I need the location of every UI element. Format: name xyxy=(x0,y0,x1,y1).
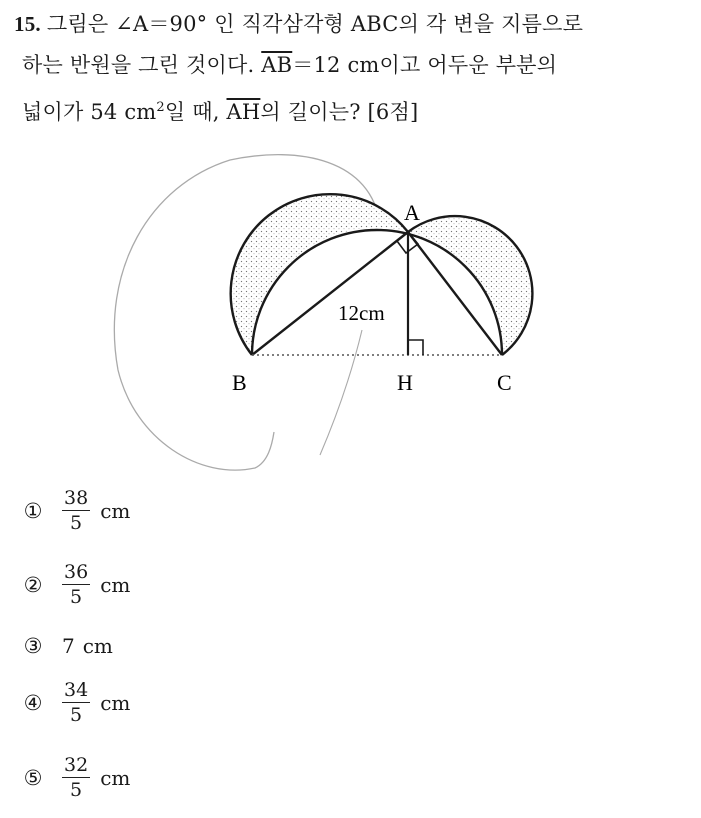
question-text-2a: 하는 반원을 그린 것이다. xyxy=(22,53,262,77)
fraction-denominator: 5 xyxy=(70,512,83,534)
choice-fraction xyxy=(62,486,90,535)
fraction-denominator: 5 xyxy=(70,586,83,608)
choice-fraction xyxy=(62,753,90,802)
question-line-2 xyxy=(22,49,557,79)
lune-ab-shaded xyxy=(231,194,408,355)
exponent: 2 xyxy=(156,100,165,115)
choice-5[interactable] xyxy=(22,753,130,802)
choice-marker: ⑤ xyxy=(23,765,43,790)
choice-unit: cm xyxy=(100,572,131,597)
question-line-1 xyxy=(14,8,583,38)
choice-3[interactable] xyxy=(22,634,113,658)
fraction-denominator: 5 xyxy=(70,704,83,726)
choice-unit: cm xyxy=(100,765,131,790)
pencil-scribble-2 xyxy=(320,330,362,455)
choice-fraction xyxy=(62,560,90,609)
label-a: A xyxy=(404,200,420,225)
question-text-2b: ＝12 cm이고 어두운 부분의 xyxy=(292,53,558,77)
choice-4[interactable] xyxy=(22,678,130,727)
question-text-3c: 의 길이는? [6점] xyxy=(260,100,419,124)
question-text-1: 그림은 ∠A＝90° 인 직각삼각형 ABC의 각 변을 지름으로 xyxy=(46,12,584,36)
fraction-numerator: 38 xyxy=(64,487,89,509)
choice-unit: cm xyxy=(82,634,113,658)
choice-value: 7 xyxy=(62,634,75,658)
geometry-figure xyxy=(0,120,701,500)
choice-1[interactable] xyxy=(22,486,130,535)
question-number: 15. xyxy=(14,12,41,36)
choice-unit: cm xyxy=(100,498,131,523)
label-h: H xyxy=(397,370,413,395)
label-b: B xyxy=(232,370,247,395)
segment-ab: $\overline{AB}$ xyxy=(261,53,293,77)
choice-unit: cm xyxy=(100,690,131,715)
label-ab-length: 12cm xyxy=(338,301,385,325)
fraction-numerator: 36 xyxy=(64,561,89,583)
choice-marker: ② xyxy=(23,572,43,597)
choice-marker: ③ xyxy=(23,634,43,658)
question-text-3a: 넓이가 54 cm xyxy=(22,100,157,124)
choice-marker: ① xyxy=(23,498,43,523)
question-text-3b: 일 때, xyxy=(164,100,227,124)
fraction-numerator: 32 xyxy=(64,754,89,776)
lune-ac-shaded xyxy=(408,216,532,355)
segment-ah: $\overline{AH}$ xyxy=(226,100,261,124)
right-angle-mark-h xyxy=(408,340,423,355)
choice-2[interactable] xyxy=(22,560,130,609)
choice-marker: ④ xyxy=(23,690,43,715)
label-c: C xyxy=(497,370,512,395)
choice-fraction xyxy=(62,678,90,727)
fraction-numerator: 34 xyxy=(64,679,89,701)
fraction-denominator: 5 xyxy=(70,779,83,801)
